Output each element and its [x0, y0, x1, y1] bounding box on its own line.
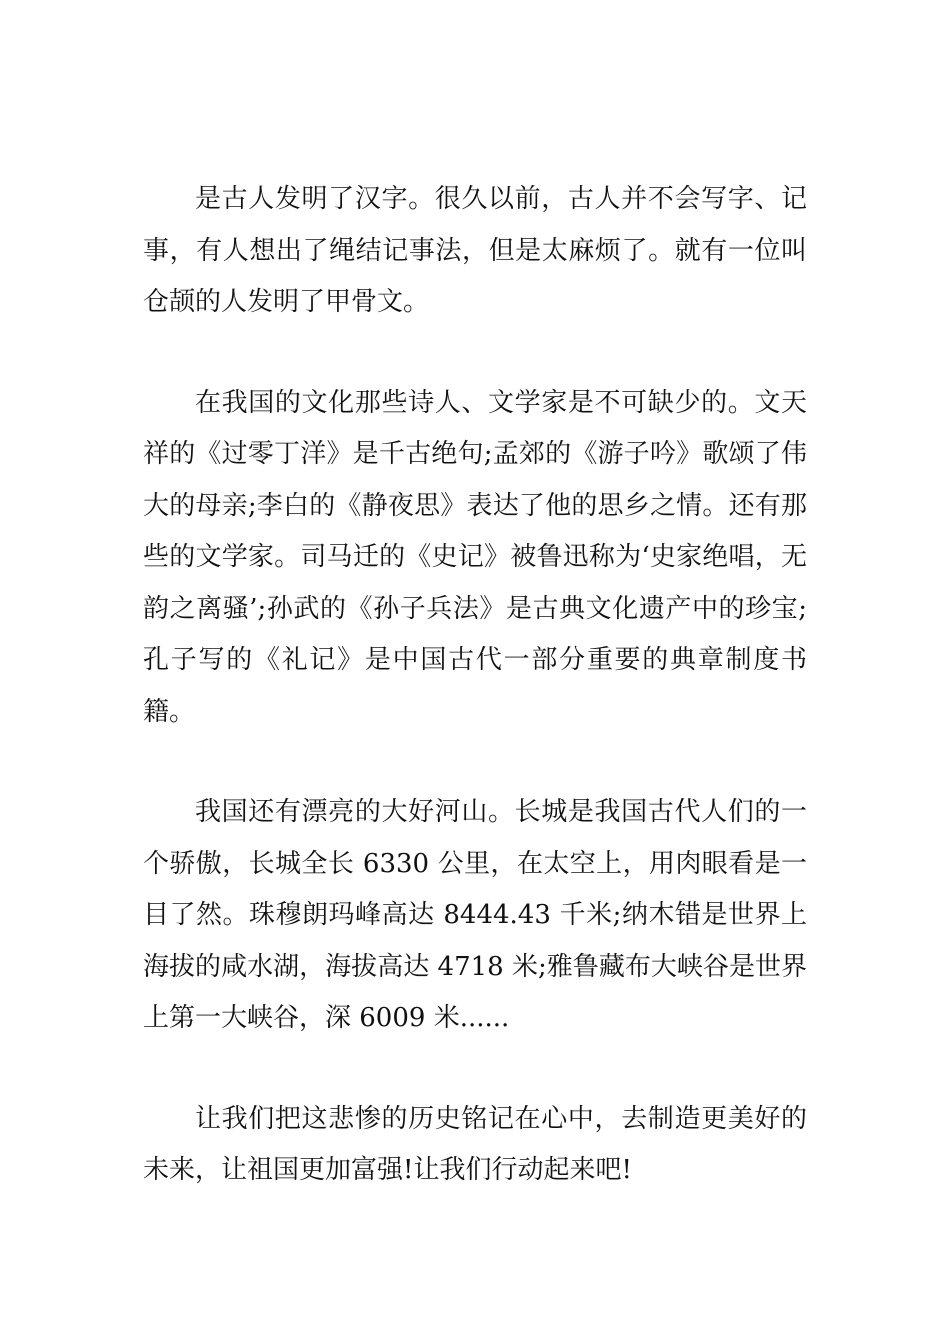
paragraph-chinese-characters: 是古人发明了汉字。很久以前，古人并不会写字、记事，有人想出了绳结记事法，但是太麻烦了。就有一位叫仓颉的人发明了甲骨文。: [143, 184, 807, 317]
paragraph-literature: 在我国的文化那些诗人、文学家是不可缺少的。文天祥的《过零丁洋》是千古绝句;孟郊的《游子吟》歌颂了伟大的母亲;李白的《静夜思》表达了他的思乡之情。还有那些的文学家。司马迁的《史记》被鲁迅称为‘史家绝唱，无韵之离骚’;孙武的《孙子兵法》是古典文化遗产中的珍宝;孔子写的《礼记》是中国古代一部分重要的典章制度书籍。: [143, 387, 807, 727]
document-body: [143, 174, 807, 1197]
paragraph-landscape: 我国还有漂亮的大好河山。长城是我国古代人们的一个骄傲，长城全长 6330 公里，在太空上，用肉眼看是一目了然。珠穆朗玛峰高达 8444.43 千米;纳木错是世界上海拔的咸水湖，海拔高达 4718 米;雅鲁藏布大峡谷是世界上第一大峡谷，深 6009 米......: [143, 797, 807, 1033]
paragraph-conclusion: 让我们把这悲惨的历史铭记在心中，去制造更美好的未来，让祖国更加富强!让我们行动起来吧!: [143, 1103, 807, 1185]
